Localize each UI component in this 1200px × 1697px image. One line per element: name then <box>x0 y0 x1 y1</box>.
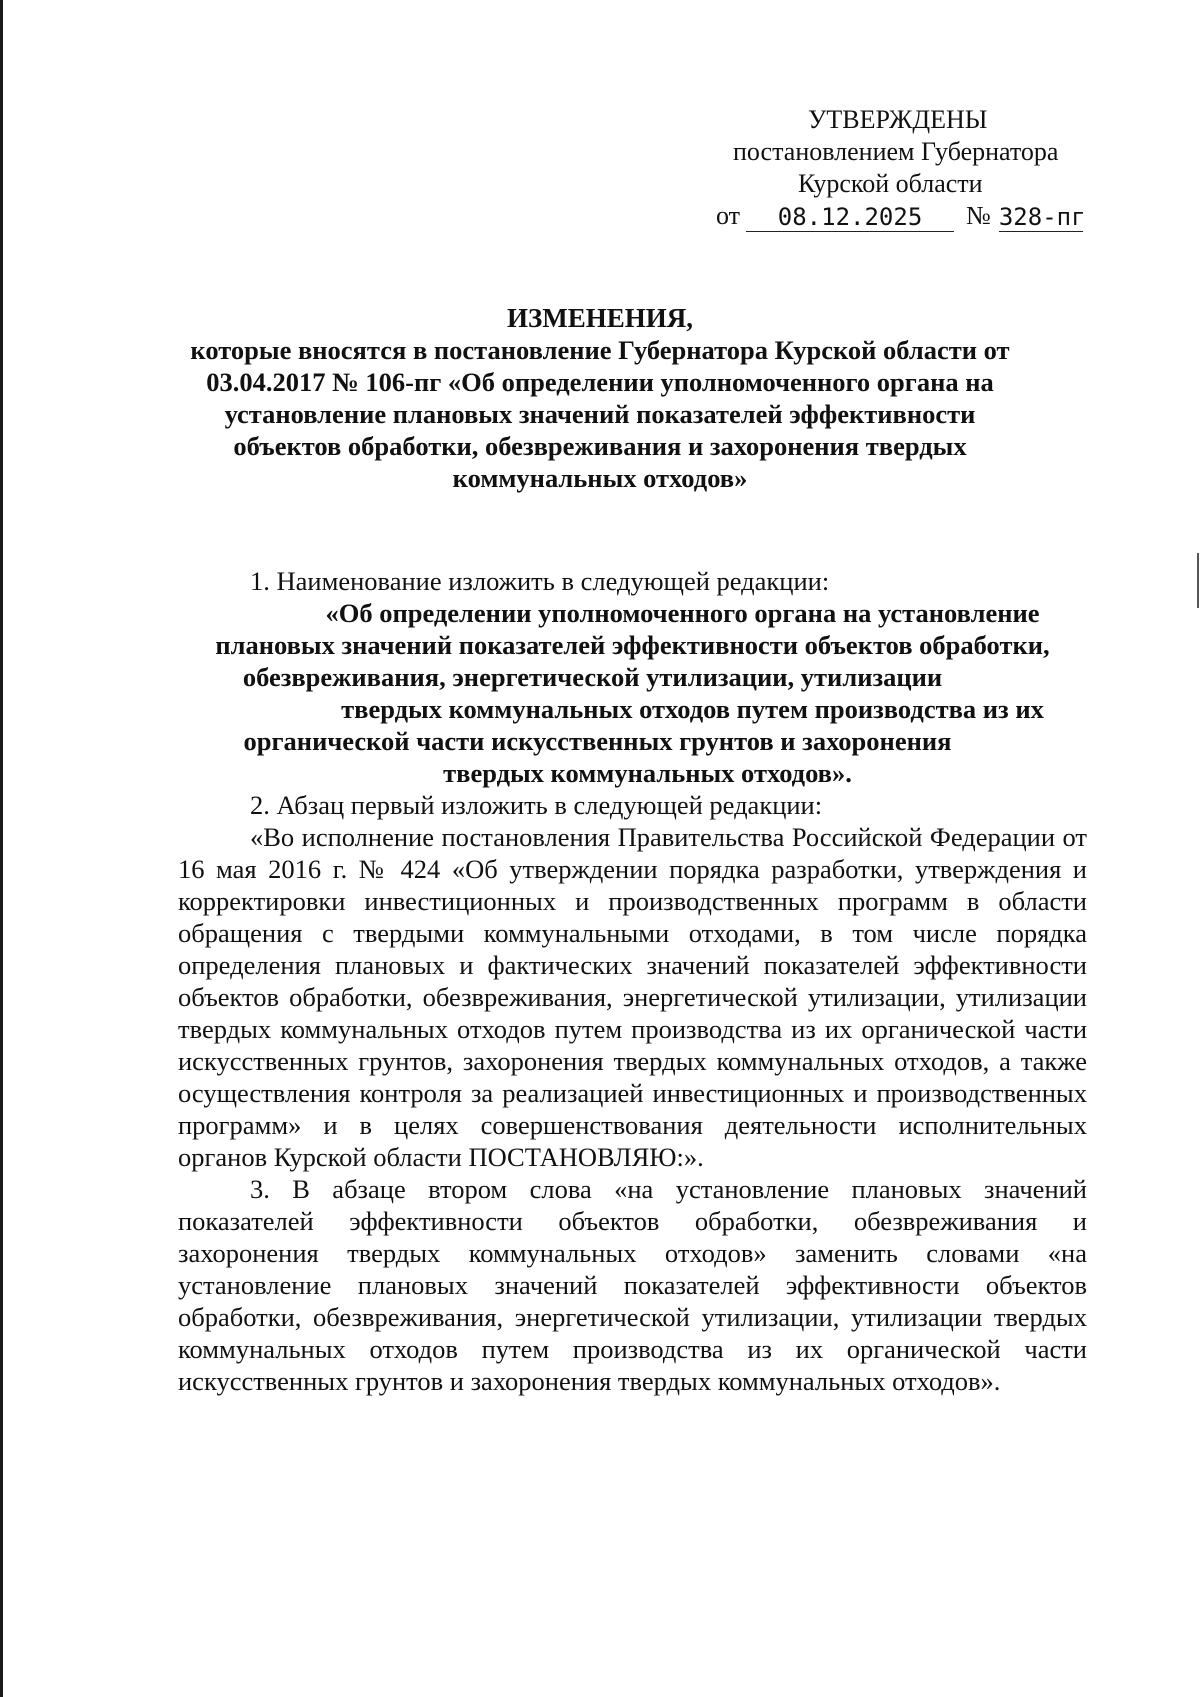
item-1: 1. Наименование изложить в следующей редакции: <box>250 566 830 596</box>
approval-date: 08.12.2025 <box>746 203 954 232</box>
item-1-quoted-name <box>178 597 1087 789</box>
approval-stamp-block <box>690 104 1110 232</box>
quote-line: твердых коммунальных отходов путем производства из их <box>341 694 1044 724</box>
quote-line: обезвреживания, энергетической утилизации, утилизации <box>242 662 943 692</box>
title-heading: ИЗМЕНЕНИЯ, <box>506 303 693 333</box>
approval-authority: постановлением Губернатора <box>733 137 1059 166</box>
quote-line: органической части искусственных грунтов и захоронения <box>243 726 952 756</box>
document-title <box>170 302 1030 494</box>
title-line: 03.04.2017 № 106-пг «Об определении уполномоченного органа на <box>206 367 994 397</box>
approval-heading: УТВЕРЖДЕНЫ <box>808 105 988 134</box>
quote-line: твердых коммунальных отходов». <box>443 758 852 788</box>
title-line: которые вносятся в постановление Губернатора Курской области от <box>190 335 1010 365</box>
approval-date-number <box>690 200 1110 232</box>
document-body <box>178 565 1087 1397</box>
number-sign: № <box>966 201 991 230</box>
title-line: коммунальных отходов» <box>452 463 748 493</box>
quote-line: плановых значений показателей эффективности объектов обработки, <box>215 630 1050 660</box>
title-line: объектов обработки, обезвреживания и захоронения твердых <box>233 431 967 461</box>
approval-number: 328-пг <box>998 203 1086 231</box>
item-2: 2. Абзац первый изложить в следующей редакции: <box>250 790 823 820</box>
item-3: 3. В абзаце втором слова «на установление плановых значений показателей эффективности объектов обработки, обезвреживания и захоронения твердых коммунальных отходов» заменить словами «на установление плановых значений показателей эффективности объектов обработки, обезвреживания, энергетической утилизации, утилизации твердых коммунальных отходов путем производства из их органической части искусственных грунтов и захоронения твердых коммунальных отходов». <box>178 1174 1087 1396</box>
item-2-quoted-paragraph: «Во исполнение постановления Правительства Российской Федерации от 16 мая 2016 г. № 424 «Об утверждении порядка разработки, утверждения и корректировки инвестиционных и производственных программ в области обращения с твердыми коммунальными отходами, в том числе порядка определения плановых и фактических значений показателей эффективности объектов обработки, обезвреживания, энергетической утилизации, утилизации твердых коммунальных отходов путем производства из их органической части искусственных грунтов, захоронения твердых коммунальных отходов, а также осуществления контроля за реализацией инвестиционных и производственных программ» и в целях совершенствования деятельности исполнительных органов Курской области ПОСТАНОВЛЯЮ:». <box>178 822 1087 1172</box>
title-line: установление плановых значений показателей эффективности <box>224 399 976 429</box>
quote-line: «Об определении уполномоченного органа на установление <box>325 598 1040 628</box>
date-prefix: от <box>716 201 741 230</box>
approval-region: Курской области <box>798 169 983 198</box>
